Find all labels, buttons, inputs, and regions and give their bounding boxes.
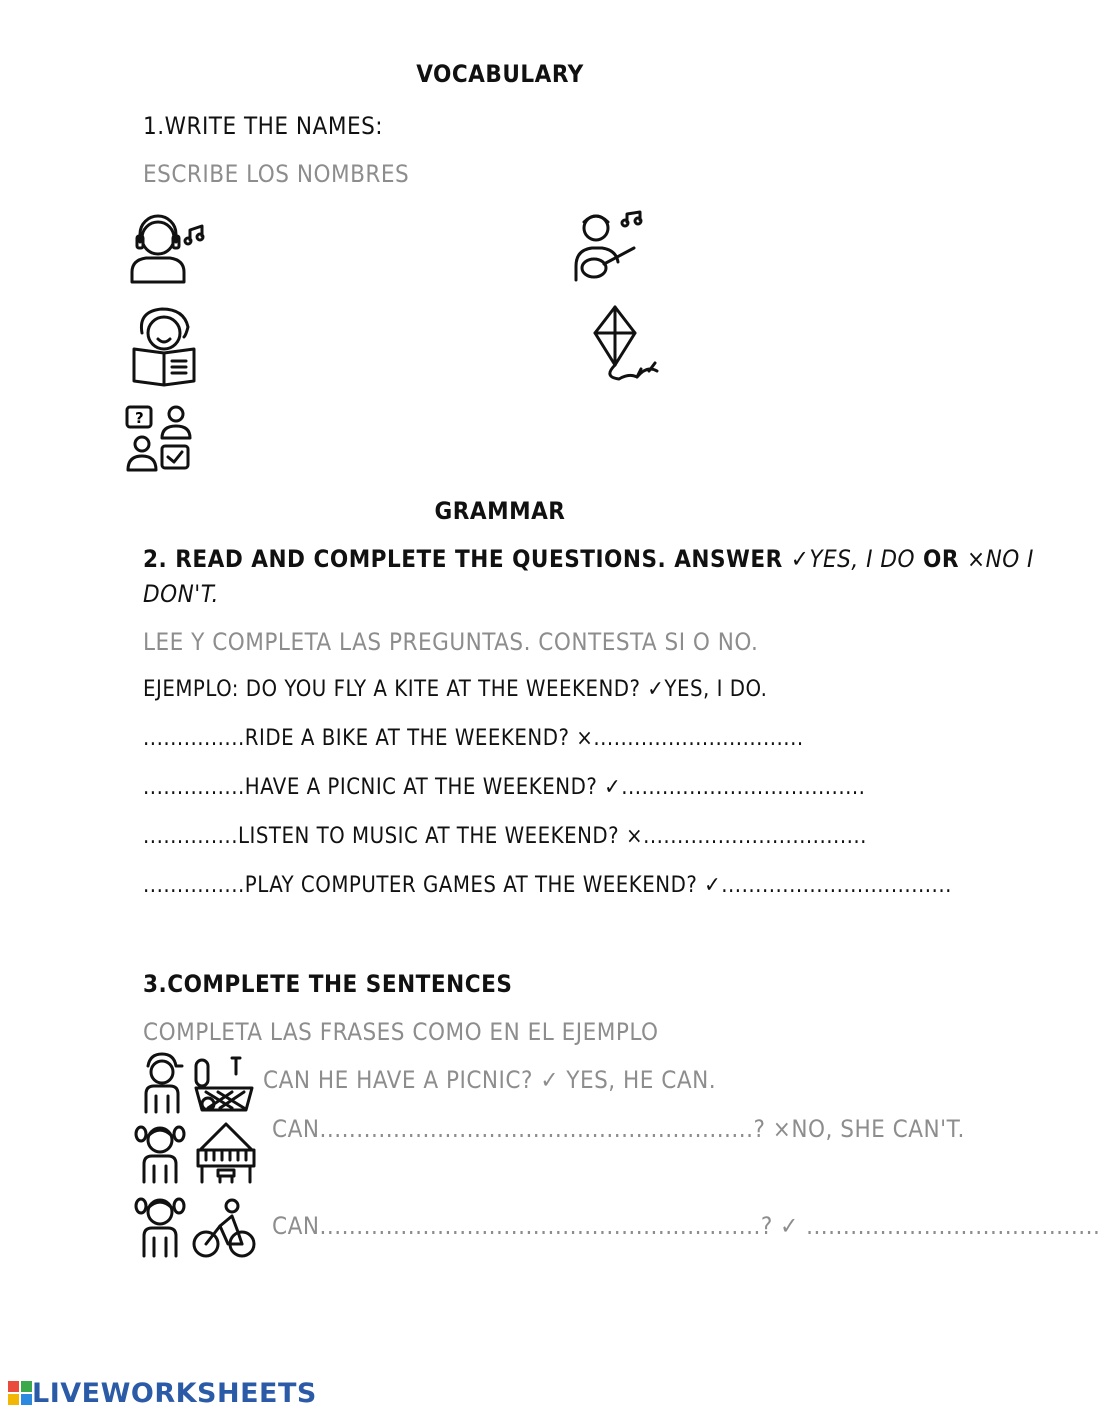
vocabulary-title: VOCABULARY xyxy=(416,60,584,88)
question-1-title: 1.WRITE THE NAMES: xyxy=(143,112,384,140)
item-text: LISTEN TO MUSIC AT THE WEEKEND? xyxy=(237,824,620,849)
grammar-title: GRAMMAR xyxy=(434,497,566,525)
blank-field[interactable]: .................................. xyxy=(721,873,952,898)
question-3-subtitle: COMPLETA LAS FRASES COMO EN EL EJEMPLO xyxy=(143,1018,659,1046)
liveworksheets-logo[interactable] xyxy=(8,1378,317,1409)
question-3-line-3-text[interactable]: CAN............................................................? ✓ ........................................ xyxy=(272,1212,1100,1240)
question-2-item-4 xyxy=(143,873,952,898)
logo-text: LIVEWORKSHEETS xyxy=(32,1378,317,1409)
question-2-item-1 xyxy=(143,726,804,751)
check-mark: ✓ xyxy=(604,775,622,800)
question-2-yes-answer: ✓YES, I DO xyxy=(790,545,915,573)
question-3-title: 3.COMPLETE THE SENTENCES xyxy=(143,970,513,998)
question-2-or: OR xyxy=(914,545,967,573)
question-2-item-3 xyxy=(143,824,867,849)
blank-field[interactable]: ............... xyxy=(143,775,245,800)
blank-field[interactable]: ............... xyxy=(143,873,245,898)
question-2-item-2 xyxy=(143,775,865,800)
quiz-people-icon xyxy=(124,404,194,474)
item-text: PLAY COMPUTER GAMES AT THE WEEKEND? xyxy=(244,873,698,898)
question-3-line-3 xyxy=(272,1212,1100,1240)
question-3-line-2 xyxy=(272,1115,965,1143)
reading-book-icon xyxy=(128,305,203,387)
question-2-instruction: 2. READ AND COMPLETE THE QUESTIONS. ANSWER xyxy=(143,545,791,573)
question-3-line-2-text[interactable]: CAN...........................................................? ×NO, SHE CAN'T. xyxy=(272,1115,965,1143)
girl-pigtails-icon xyxy=(134,1192,186,1258)
listening-music-icon xyxy=(128,212,208,287)
piano-icon xyxy=(196,1120,256,1184)
kite-icon xyxy=(593,305,668,387)
blank-field[interactable]: .................................... xyxy=(621,775,866,800)
picnic-basket-icon xyxy=(192,1052,256,1112)
playing-guitar-icon xyxy=(572,210,647,285)
blank-field[interactable]: ............... xyxy=(143,726,245,751)
question-2-example: EJEMPLO: DO YOU FLY A KITE AT THE WEEKEND? ✓YES, I DO. xyxy=(143,677,768,702)
question-3-line-1: CAN HE HAVE A PICNIC? ✓ YES, HE CAN. xyxy=(263,1066,717,1094)
blank-field[interactable]: ................................. xyxy=(643,824,867,849)
question-1-subtitle: ESCRIBE LOS NOMBRES xyxy=(143,160,410,188)
svg-text:?: ? xyxy=(135,409,144,427)
cross-mark: × xyxy=(576,726,594,751)
blank-field[interactable]: .............. xyxy=(143,824,238,849)
question-2-title xyxy=(143,545,1034,573)
question-2-title-continued: DON'T. xyxy=(143,580,219,608)
check-mark: ✓ xyxy=(704,873,722,898)
blank-field[interactable]: ............................... xyxy=(593,726,804,751)
cyclist-icon xyxy=(192,1198,256,1260)
item-text: HAVE A PICNIC AT THE WEEKEND? xyxy=(244,775,598,800)
girl-pigtails-icon xyxy=(134,1120,186,1184)
boy-cap-icon xyxy=(140,1052,185,1114)
liveworksheets-logo-icon xyxy=(8,1381,32,1405)
cross-mark: × xyxy=(625,824,644,849)
question-2-subtitle: LEE Y COMPLETA LAS PREGUNTAS. CONTESTA SI O NO. xyxy=(143,628,759,656)
item-text: RIDE A BIKE AT THE WEEKEND? xyxy=(244,726,570,751)
question-2-no-answer: ×NO I xyxy=(966,545,1034,573)
